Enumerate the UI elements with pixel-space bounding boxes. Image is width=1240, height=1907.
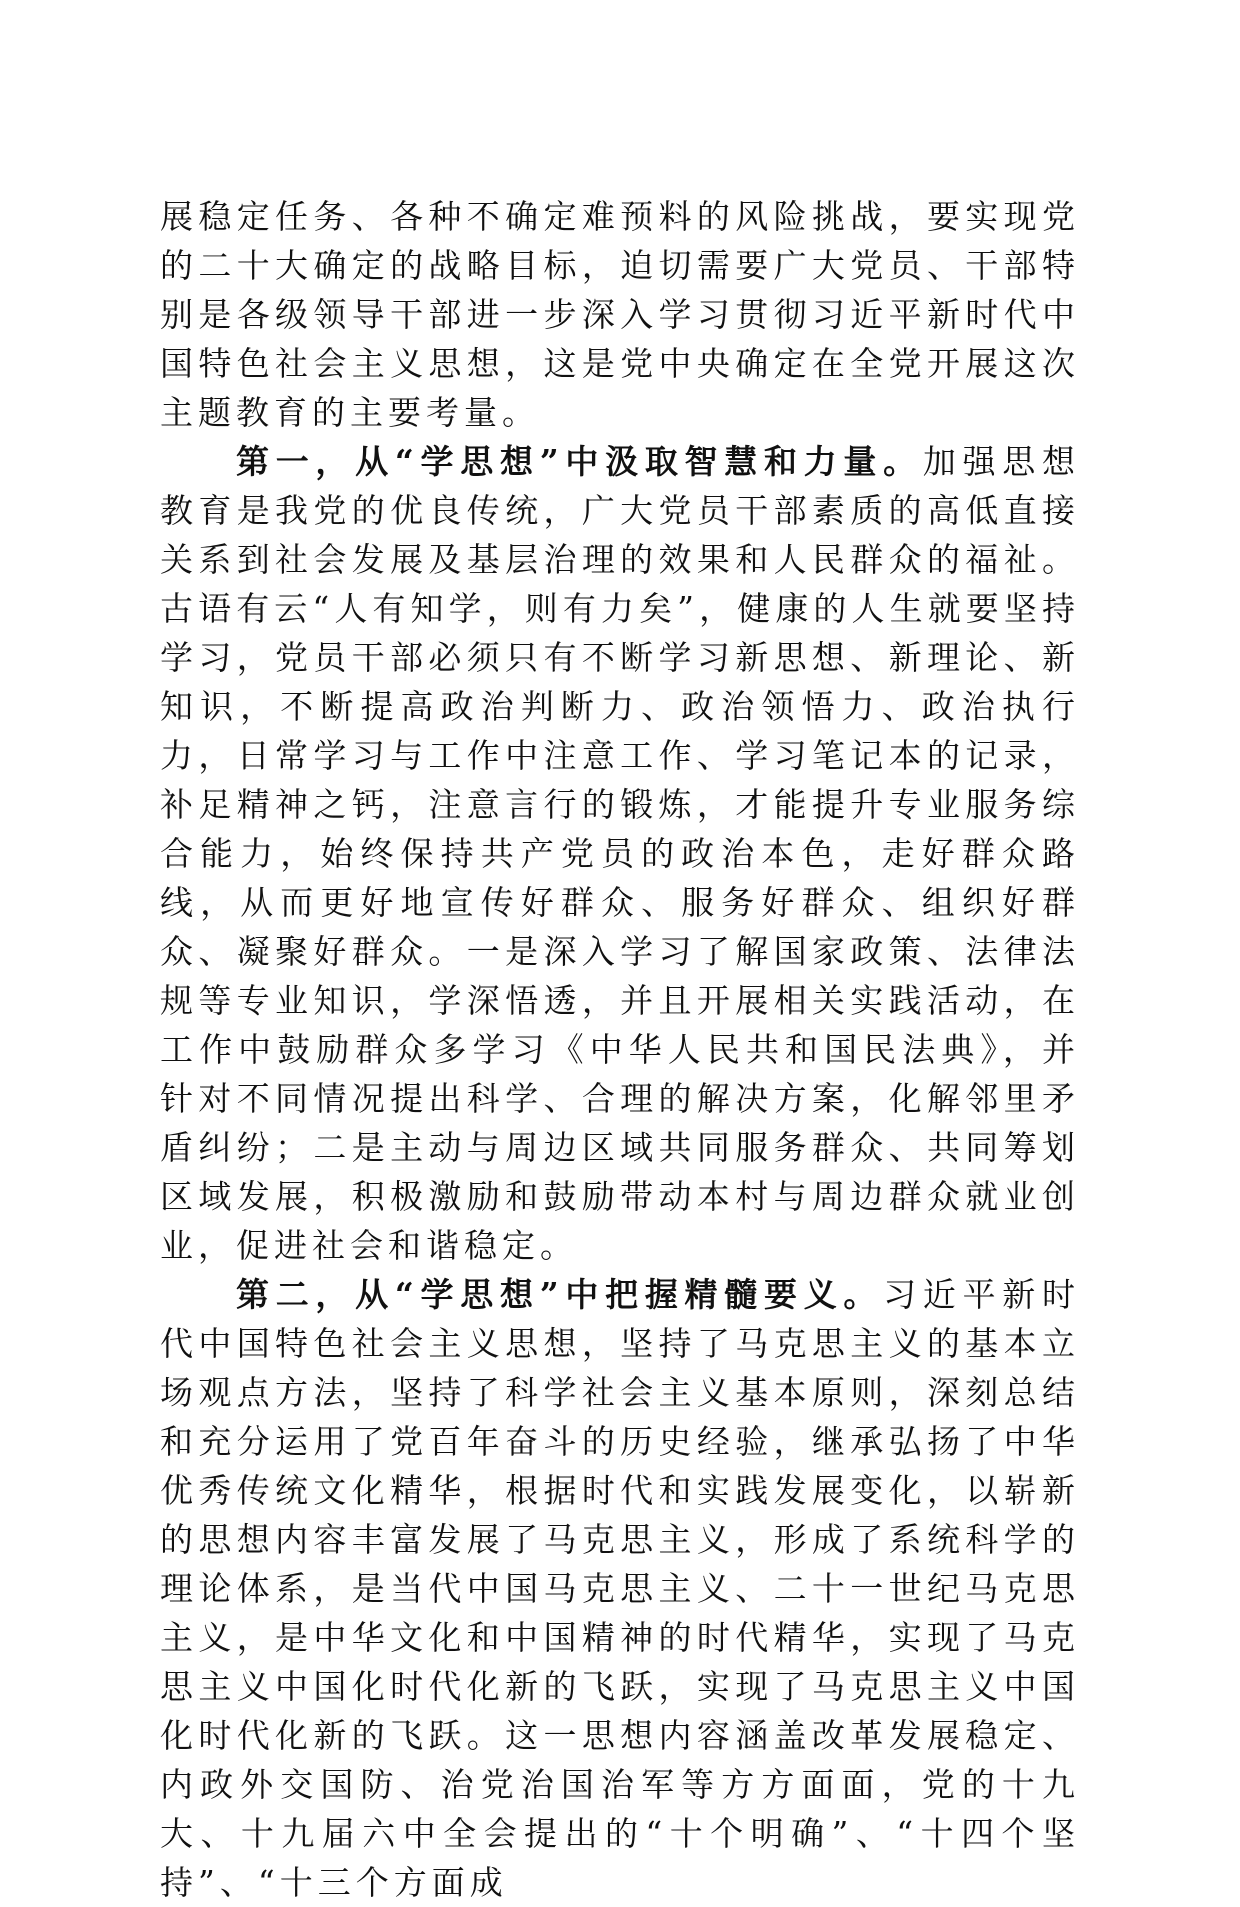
paragraph-text: 展稳定任务、各种不确定难预料的风险挑战，要实现党的二十大确定的战略目标，迫切需要广大党员、干部特别是各级领导干部进一步深入学习贯彻习近平新时代中国特色社会主义思想，这是党中央确定在全党开展这次主题教育的主要考量。 — [160, 197, 1080, 432]
paragraph-second-point — [160, 1270, 1080, 1907]
paragraph-first-point — [160, 437, 1080, 1270]
paragraph-continuation — [160, 192, 1080, 437]
document-body — [160, 192, 1080, 1907]
paragraph-text: 习近平新时代中国特色社会主义思想，坚持了马克思主义的基本立场观点方法，坚持了科学社会主义基本原则，深刻总结和充分运用了党百年奋斗的历史经验，继承弘扬了中华优秀传统文化精华，根据时代和实践发展变化，以崭新的思想内容丰富发展了马克思主义，形成了系统科学的理论体系，是当代中国马克思主义、二十一世纪马克思主义，是中华文化和中国精神的时代精华，实现了马克思主义中国化时代化新的飞跃，实现了马克思主义中国化时代化新的飞跃。这一思想内容涵盖改革发展稳定、内政外交国防、治党治国治军等方方面面，党的十九大、十九届六中全会提出的“十个明确”、“十四个坚持”、“十三个方面成 — [160, 1275, 1081, 1902]
paragraph-heading: 第二，从“学思想”中把握精髓要义。 — [236, 1275, 884, 1314]
paragraph-heading: 第一，从“学思想”中汲取智慧和力量。 — [236, 442, 923, 481]
paragraph-text: 加强思想教育是我党的优良传统，广大党员干部素质的高低直接关系到社会发展及基层治理的效果和人民群众的福祉。古语有云“人有知学，则有力矣”，健康的人生就要坚持学习，党员干部必须只有不断学习新思想、新理论、新知识，不断提高政治判断力、政治领悟力、政治执行力，日常学习与工作中注意工作、学习笔记本的记录，补足精神之钙，注意言行的锻炼，才能提升专业服务综合能力，始终保持共产党员的政治本色，走好群众路线，从而更好地宣传好群众、服务好群众、组织好群众、凝聚好群众。一是深入学习了解国家政策、法律法规等专业知识，学深悟透，并且开展相关实践活动，在工作中鼓励群众多学习《中华人民共和国民法典》，并针对不同情况提出科学、合理的解决方案，化解邻里矛盾纠纷；二是主动与周边区域共同服务群众、共同筹划区域发展，积极激励和鼓励带动本村与周边群众就业创业，促进社会和谐稳定。 — [160, 442, 1081, 1265]
